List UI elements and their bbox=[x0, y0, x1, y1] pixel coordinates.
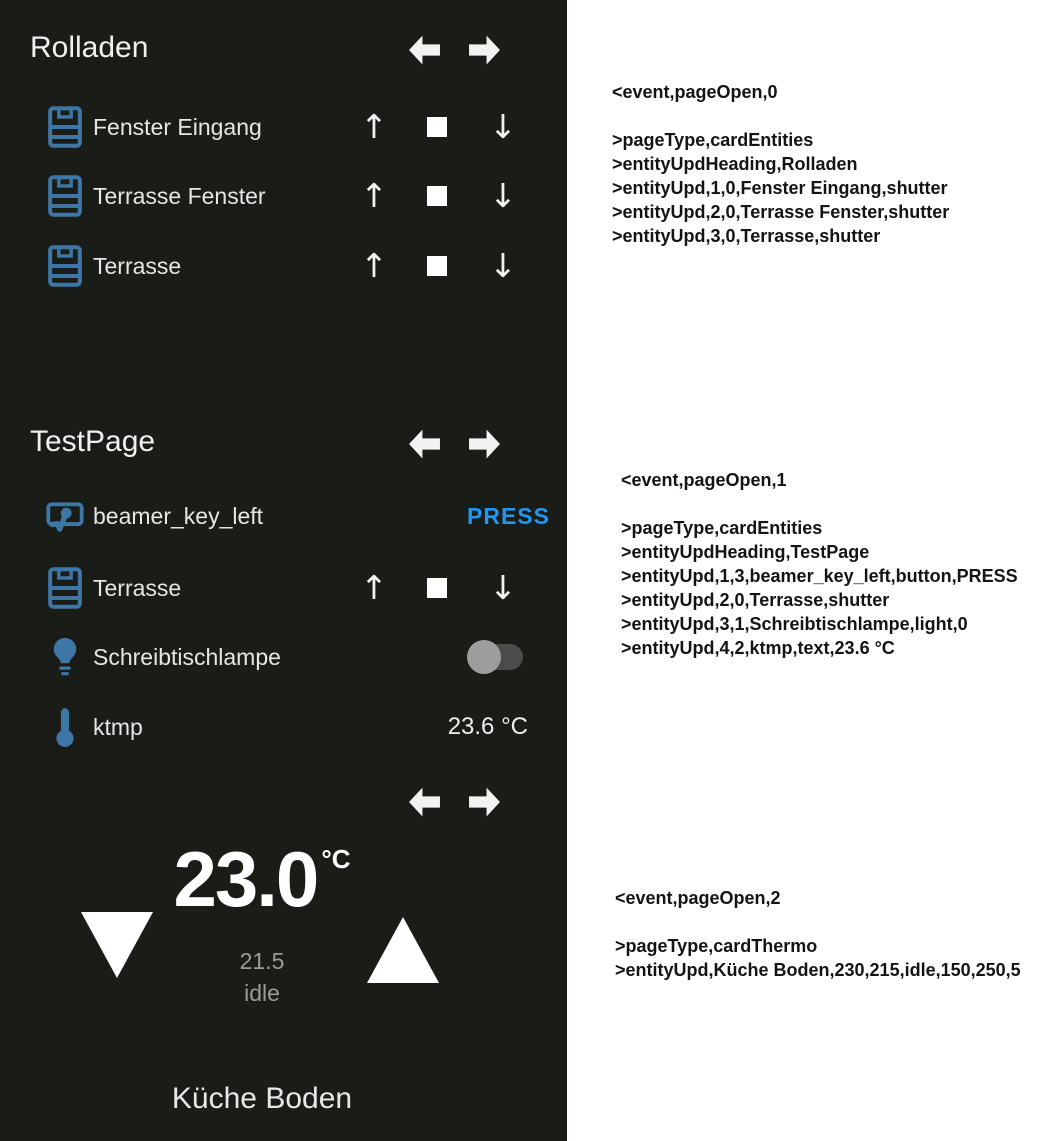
shutter-up-button[interactable]: ↑ bbox=[360, 176, 388, 215]
log-line: >entityUpd,Küche Boden,230,215,idle,150,250,5 bbox=[615, 960, 1021, 980]
shutter-up-button[interactable]: ↑ bbox=[360, 107, 388, 146]
entity-label: Fenster Eingang bbox=[93, 114, 262, 140]
window-shutter-icon bbox=[46, 242, 84, 290]
arrow-right-icon bbox=[468, 786, 501, 818]
log-line: >entityUpd,1,3,beamer_key_left,button,PRESS bbox=[621, 566, 1018, 586]
arrow-left-icon bbox=[408, 428, 441, 460]
log-line: >entityUpd,1,0,Fenster Eingang,shutter bbox=[612, 178, 948, 198]
log-line: >pageType,cardEntities bbox=[612, 130, 814, 150]
thermometer-icon bbox=[46, 703, 84, 751]
light-toggle[interactable] bbox=[467, 640, 525, 674]
current-temperature-value: 23.0 bbox=[173, 835, 318, 923]
log-line: >entityUpd,4,2,ktmp,text,23.6 °C bbox=[621, 638, 895, 658]
temperature-unit: °C bbox=[321, 844, 351, 874]
shutter-down-button[interactable]: ↓ bbox=[489, 568, 517, 607]
arrow-left-icon bbox=[408, 786, 441, 818]
entity-label: Terrasse Fenster bbox=[93, 183, 266, 209]
log-line: >entityUpdHeading,TestPage bbox=[621, 542, 870, 562]
entity-label: Terrasse bbox=[93, 575, 182, 601]
serial-log-block bbox=[621, 468, 1018, 660]
log-line: >entityUpd,2,0,Terrasse Fenster,shutter bbox=[612, 202, 950, 222]
press-button[interactable]: PRESS bbox=[467, 503, 550, 529]
log-line: >entityUpd,2,0,Terrasse,shutter bbox=[621, 590, 890, 610]
entity-row bbox=[0, 103, 567, 151]
shutter-up-button[interactable]: ↑ bbox=[360, 246, 388, 285]
toggle-knob bbox=[467, 640, 501, 674]
current-temperature bbox=[62, 835, 462, 923]
entity-label: beamer_key_left bbox=[93, 503, 264, 529]
page-title: TestPage bbox=[30, 425, 156, 458]
log-line: >entityUpdHeading,Rolladen bbox=[612, 154, 858, 174]
log-line: >pageType,cardThermo bbox=[615, 936, 818, 956]
shutter-down-button[interactable]: ↓ bbox=[489, 246, 517, 285]
next-page-button[interactable] bbox=[468, 428, 501, 460]
log-line: >entityUpd,3,0,Terrasse,shutter bbox=[612, 226, 881, 246]
window-shutter-icon bbox=[46, 564, 84, 612]
entity-label: Terrasse bbox=[93, 253, 182, 279]
entity-row bbox=[0, 703, 567, 751]
entity-row bbox=[0, 172, 567, 220]
window-shutter-icon bbox=[46, 103, 84, 151]
shutter-down-button[interactable]: ↓ bbox=[489, 176, 517, 215]
shutter-stop-button[interactable] bbox=[427, 117, 447, 137]
shutter-stop-button[interactable] bbox=[427, 578, 447, 598]
gesture-tap-button-icon bbox=[46, 492, 84, 540]
entity-label: Schreibtischlampe bbox=[93, 644, 281, 670]
log-line: >pageType,cardEntities bbox=[621, 518, 823, 538]
log-event-line: <event,pageOpen,2 bbox=[615, 888, 781, 908]
thermostat-name: Küche Boden bbox=[171, 1082, 353, 1115]
log-event-line: <event,pageOpen,1 bbox=[621, 470, 787, 490]
next-page-button[interactable] bbox=[468, 34, 501, 66]
target-temperature: 21.5 bbox=[239, 948, 285, 974]
hvac-status: idle bbox=[244, 980, 280, 1006]
entity-row bbox=[0, 492, 567, 540]
entity-row bbox=[0, 564, 567, 612]
prev-page-button[interactable] bbox=[408, 786, 441, 818]
lightbulb-icon bbox=[46, 633, 84, 681]
entity-row bbox=[0, 633, 567, 681]
arrow-left-icon bbox=[408, 34, 441, 66]
arrow-right-icon bbox=[468, 34, 501, 66]
prev-page-button[interactable] bbox=[408, 428, 441, 460]
shutter-down-button[interactable]: ↓ bbox=[489, 107, 517, 146]
entity-label: ktmp bbox=[93, 714, 143, 740]
arrow-right-icon bbox=[468, 428, 501, 460]
prev-page-button[interactable] bbox=[408, 34, 441, 66]
page-title: Rolladen bbox=[30, 31, 149, 64]
shutter-stop-button[interactable] bbox=[427, 186, 447, 206]
window-shutter-icon bbox=[46, 172, 84, 220]
shutter-up-button[interactable]: ↑ bbox=[360, 568, 388, 607]
log-event-line: <event,pageOpen,0 bbox=[612, 82, 778, 102]
serial-log-block bbox=[615, 886, 1021, 982]
shutter-stop-button[interactable] bbox=[427, 256, 447, 276]
sensor-value: 23.6 °C bbox=[447, 713, 528, 740]
serial-log-block bbox=[612, 80, 949, 248]
next-page-button[interactable] bbox=[468, 786, 501, 818]
entity-row bbox=[0, 242, 567, 290]
log-line: >entityUpd,3,1,Schreibtischlampe,light,0 bbox=[621, 614, 968, 634]
